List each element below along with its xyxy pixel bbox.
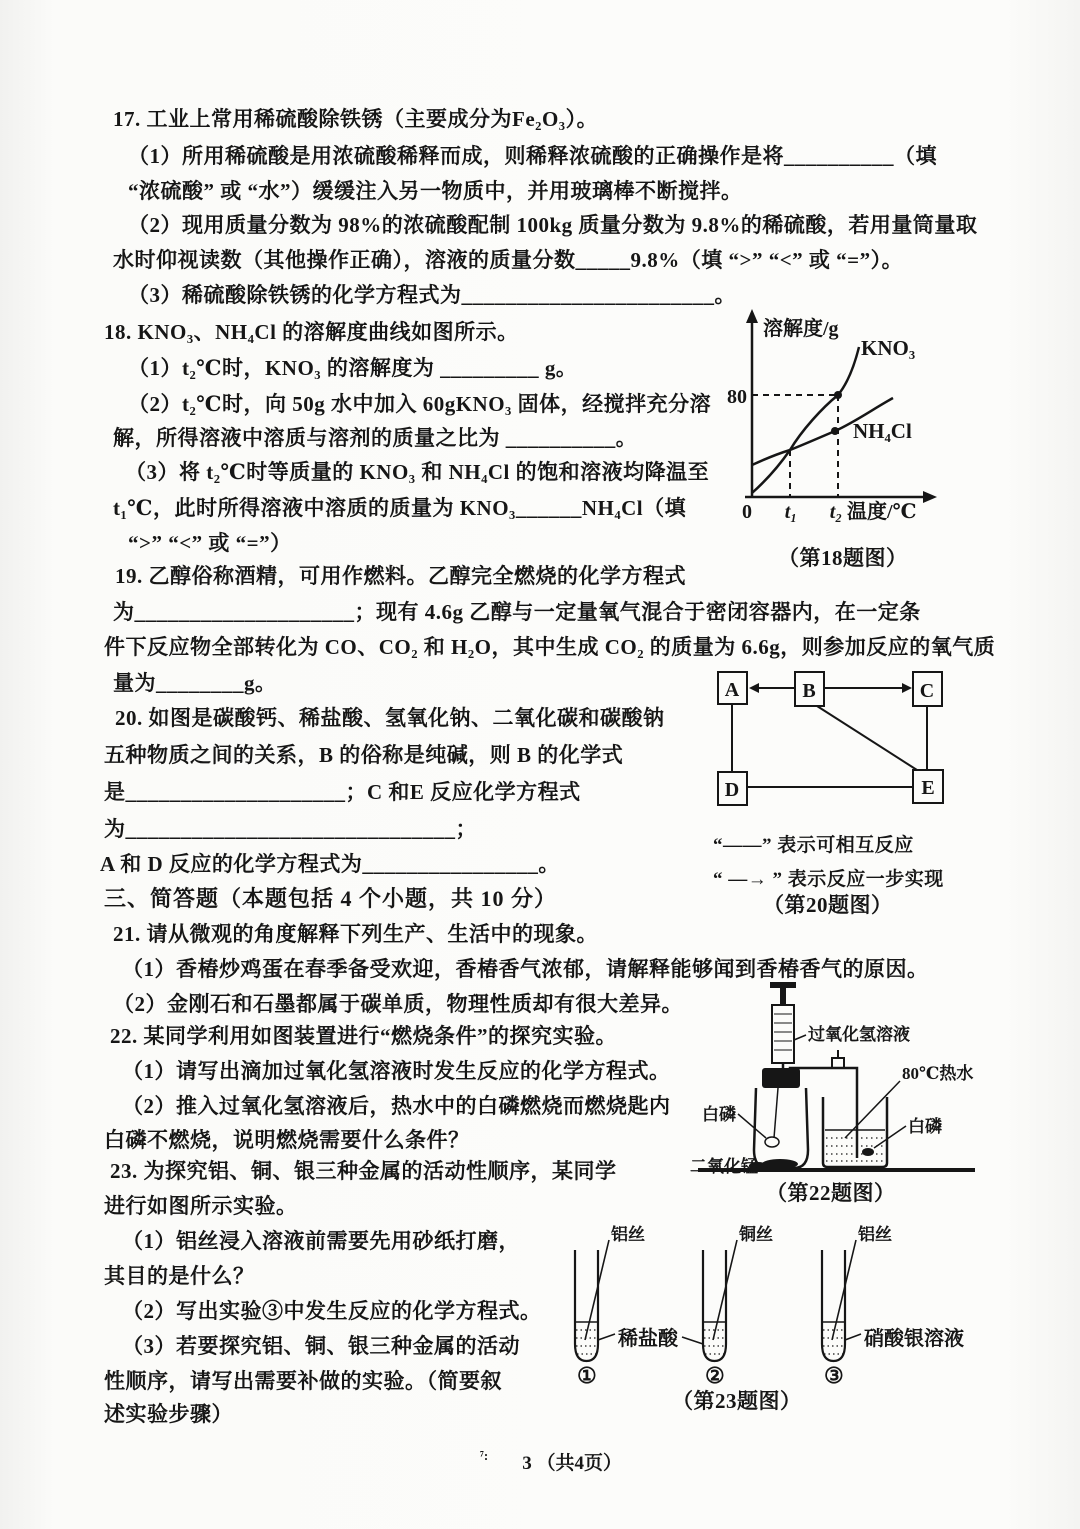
node-e-label: E: [921, 777, 935, 799]
nh4cl-label: NH₄Cl: [853, 419, 912, 443]
x-tick-t2: t₂: [829, 501, 843, 523]
syringe-plunger-cap: [770, 982, 796, 988]
q20-line2: 五种物质之间的关系，B 的俗称是纯碱，则 B 的化学式: [104, 743, 624, 767]
q20-line1: 20. 如图是碳酸钙、稀盐酸、氢氧化钠、二氧化碳和碳酸钠: [115, 706, 665, 730]
q18-line7: “>” “<” 或 “=”）: [128, 531, 292, 555]
q23-line3: （1）铝丝浸入溶液前需要先用砂纸打磨，: [122, 1229, 520, 1253]
q17-line5: 水时仰视读数（其他操作正确），溶液的质量分数_____9.8%（填 “>” “<” 或 “=”）。: [113, 248, 904, 272]
q23-figure-caption: （第23题图）: [672, 1389, 802, 1413]
q17-line2: （1）所用稀硫酸是用浓硫酸稀释而成，则稀释浓硫酸的正确操作是将__________（填: [128, 144, 937, 168]
q22-apparatus-diagram: [690, 980, 1010, 1180]
wire-1-label: 铝丝: [611, 1225, 645, 1244]
q20-line5: A 和 D 反应的化学方程式为________________。: [100, 852, 560, 876]
mno2-label: 二氧化锰: [690, 1157, 758, 1176]
kno3-curve: [752, 347, 859, 493]
x-axis-label: 温度/℃: [847, 501, 917, 523]
node-c-label: C: [919, 680, 935, 702]
q17-line6: （3）稀硫酸除铁锈的化学方程式为_______________________。: [128, 283, 736, 307]
mno2-heap: [762, 1159, 798, 1169]
q23-line4: 其目的是什么？: [104, 1264, 255, 1288]
q23-line2: 进行如图所示实验。: [104, 1194, 298, 1218]
q20-line4: 为______________________________；: [104, 817, 477, 841]
beaker: [823, 1097, 887, 1167]
h2o2-label: 过氧化氢溶液: [808, 1025, 910, 1044]
wire-2-label: 铜丝: [739, 1225, 773, 1244]
q18-line3: （2）t₂℃时，向 50g 水中加入 60gKNO₃ 固体，经搅拌充分溶: [128, 392, 712, 416]
q19-line4: 量为________g。: [113, 671, 277, 695]
bottle-stopper: [762, 1068, 800, 1088]
tube-valve: [832, 1058, 844, 1068]
q22-line2: （1）请写出滴加过氧化氢溶液时发生反应的化学方程式。: [122, 1059, 671, 1083]
node-a-label: A: [724, 679, 740, 701]
arrow-to-a: [749, 683, 759, 693]
q20-line3: 是____________________；C 和E 反应化学方程式: [104, 780, 581, 804]
tube-2-number: ②: [705, 1363, 725, 1388]
y-tick-80: 80: [727, 386, 747, 408]
q23-line6: （3）若要探究铝、铜、银三种金属的活动: [122, 1334, 520, 1358]
test-tube-1: [575, 1250, 598, 1361]
q18-line1: 18. KNO₃、NH₄Cl 的溶解度曲线如图所示。: [104, 320, 519, 344]
wire-3-label: 铝丝: [858, 1225, 892, 1244]
q23-line7: 性顺序，请写出需要补做的实验。（简要叙: [104, 1369, 502, 1393]
q22-line4: 白磷不燃烧，说明燃烧需要什么条件？: [104, 1128, 470, 1152]
q21-line3: （2）金刚石和石墨都属于碳单质，物理性质却有很大差异。: [113, 992, 683, 1016]
q17-line1: 17. 工业上常用稀硫酸除铁锈（主要成分为Fe₂O₃）。: [113, 107, 599, 131]
tube-3-number: ③: [824, 1363, 844, 1388]
hot-water-label: 80℃热水: [902, 1064, 974, 1083]
tube-1-number: ①: [577, 1363, 597, 1388]
q21-line2: （1）香椿炒鸡蛋在春季备受欢迎，香椿香气浓郁，请解释能够闻到香椿香气的原因。: [122, 957, 929, 981]
footer-page-number: 3 （共4页）: [522, 1453, 622, 1474]
white-phosphorus-left-label: 白磷: [702, 1105, 736, 1124]
q17-line4: （2）现用质量分数为 98%的浓硫酸配制 100kg 质量分数为 9.8%的稀硫酸，若用量筒量取: [128, 213, 978, 237]
q23-line8: 述实验步骤）: [104, 1402, 233, 1426]
nh4cl-point: [831, 427, 839, 435]
q19-line1: 19. 乙醇俗称酒精，可用作燃料。乙醇完全燃烧的化学方程式: [115, 564, 686, 588]
silver-nitrate-label: 硝酸银溶液: [864, 1328, 964, 1350]
y-axis-arrow: [746, 309, 758, 323]
section3-heading: 三、简答题（本题包括 4 个小题，共 10 分）: [104, 886, 558, 911]
q18-line2: （1）t₂℃时，KNO₃ 的溶解度为 _________ g。: [128, 356, 578, 380]
page-footer: [480, 1448, 622, 1475]
q23-test-tubes-diagram: [565, 1218, 985, 1393]
q22-line1: 22. 某同学利用如图装置进行“燃烧条件”的探究实验。: [110, 1024, 617, 1048]
bottle: [754, 1088, 808, 1168]
kno3-label: KNO₃: [861, 336, 916, 360]
arrow-to-c: [902, 683, 912, 693]
test-tube-2: [703, 1250, 726, 1361]
edge-b-e: [817, 706, 917, 770]
footer-mark: ⁷:: [480, 1448, 489, 1463]
y-axis-label: 溶解度/g: [763, 318, 839, 340]
q19-line3: 件下反应物全部转化为 CO、CO₂ 和 H₂O，其中生成 CO₂ 的质量为 6.6g，则参加反应的氧气质: [104, 635, 996, 659]
q18-line6: t₁℃，此时所得溶液中溶质的质量为 KNO₃______NH₄Cl（填: [113, 496, 687, 520]
combustion-spoon: [765, 1137, 779, 1147]
x-axis-arrow: [923, 491, 937, 503]
q20-legend-arrow: “ —→ ” 表示反应一步实现: [713, 869, 944, 890]
q20-relation-diagram: [705, 658, 975, 818]
q23-line1: 23. 为探究铝、铜、银三种金属的活动性顺序，某同学: [110, 1159, 617, 1183]
x-tick-t1: t₁: [784, 501, 798, 523]
white-phosphorus-right-label: 白磷: [908, 1117, 942, 1136]
x-tick-0: 0: [742, 501, 752, 523]
white-phosphorus-in-water: [862, 1148, 874, 1156]
dilute-hcl-label: 稀盐酸: [618, 1328, 678, 1350]
syringe-plunger-rod: [780, 988, 786, 1005]
kno3-point: [834, 391, 842, 399]
node-d-label: D: [724, 779, 740, 801]
q19-line2: 为____________________；现有 4.6g 乙醇与一定量氧气混合于密闭容器内，在一定条: [113, 600, 921, 624]
q21-line1: 21. 请从微观的角度解释下列生产、生活中的现象。: [113, 922, 598, 946]
test-tube-3: [822, 1250, 845, 1361]
q20-figure-caption: （第20题图）: [763, 893, 893, 917]
q18-solubility-graph: [705, 305, 985, 540]
q18-line5: （3）将 t₂℃时等质量的 KNO₃ 和 NH₄Cl 的饱和溶液均降温至: [125, 460, 710, 484]
node-b-label: B: [802, 680, 816, 702]
q20-legend-line: “——” 表示可相互反应: [713, 835, 914, 856]
spoon-wire: [774, 1088, 778, 1138]
q18-line4: 解，所得溶液中溶质与溶剂的质量之比为 __________。: [113, 426, 638, 450]
q22-line3: （2）推入过氧化氢溶液后，热水中的白磷燃烧而燃烧匙内: [122, 1094, 671, 1118]
q22-figure-caption: （第22题图）: [766, 1181, 896, 1205]
q23-line5: （2）写出实验③中发生反应的化学方程式。: [122, 1299, 542, 1323]
q18-figure-caption: （第18题图）: [778, 546, 908, 570]
q17-line3: “浓硫酸” 或 “水”）缓缓注入另一物质中，并用玻璃棒不断搅拌。: [128, 179, 743, 203]
